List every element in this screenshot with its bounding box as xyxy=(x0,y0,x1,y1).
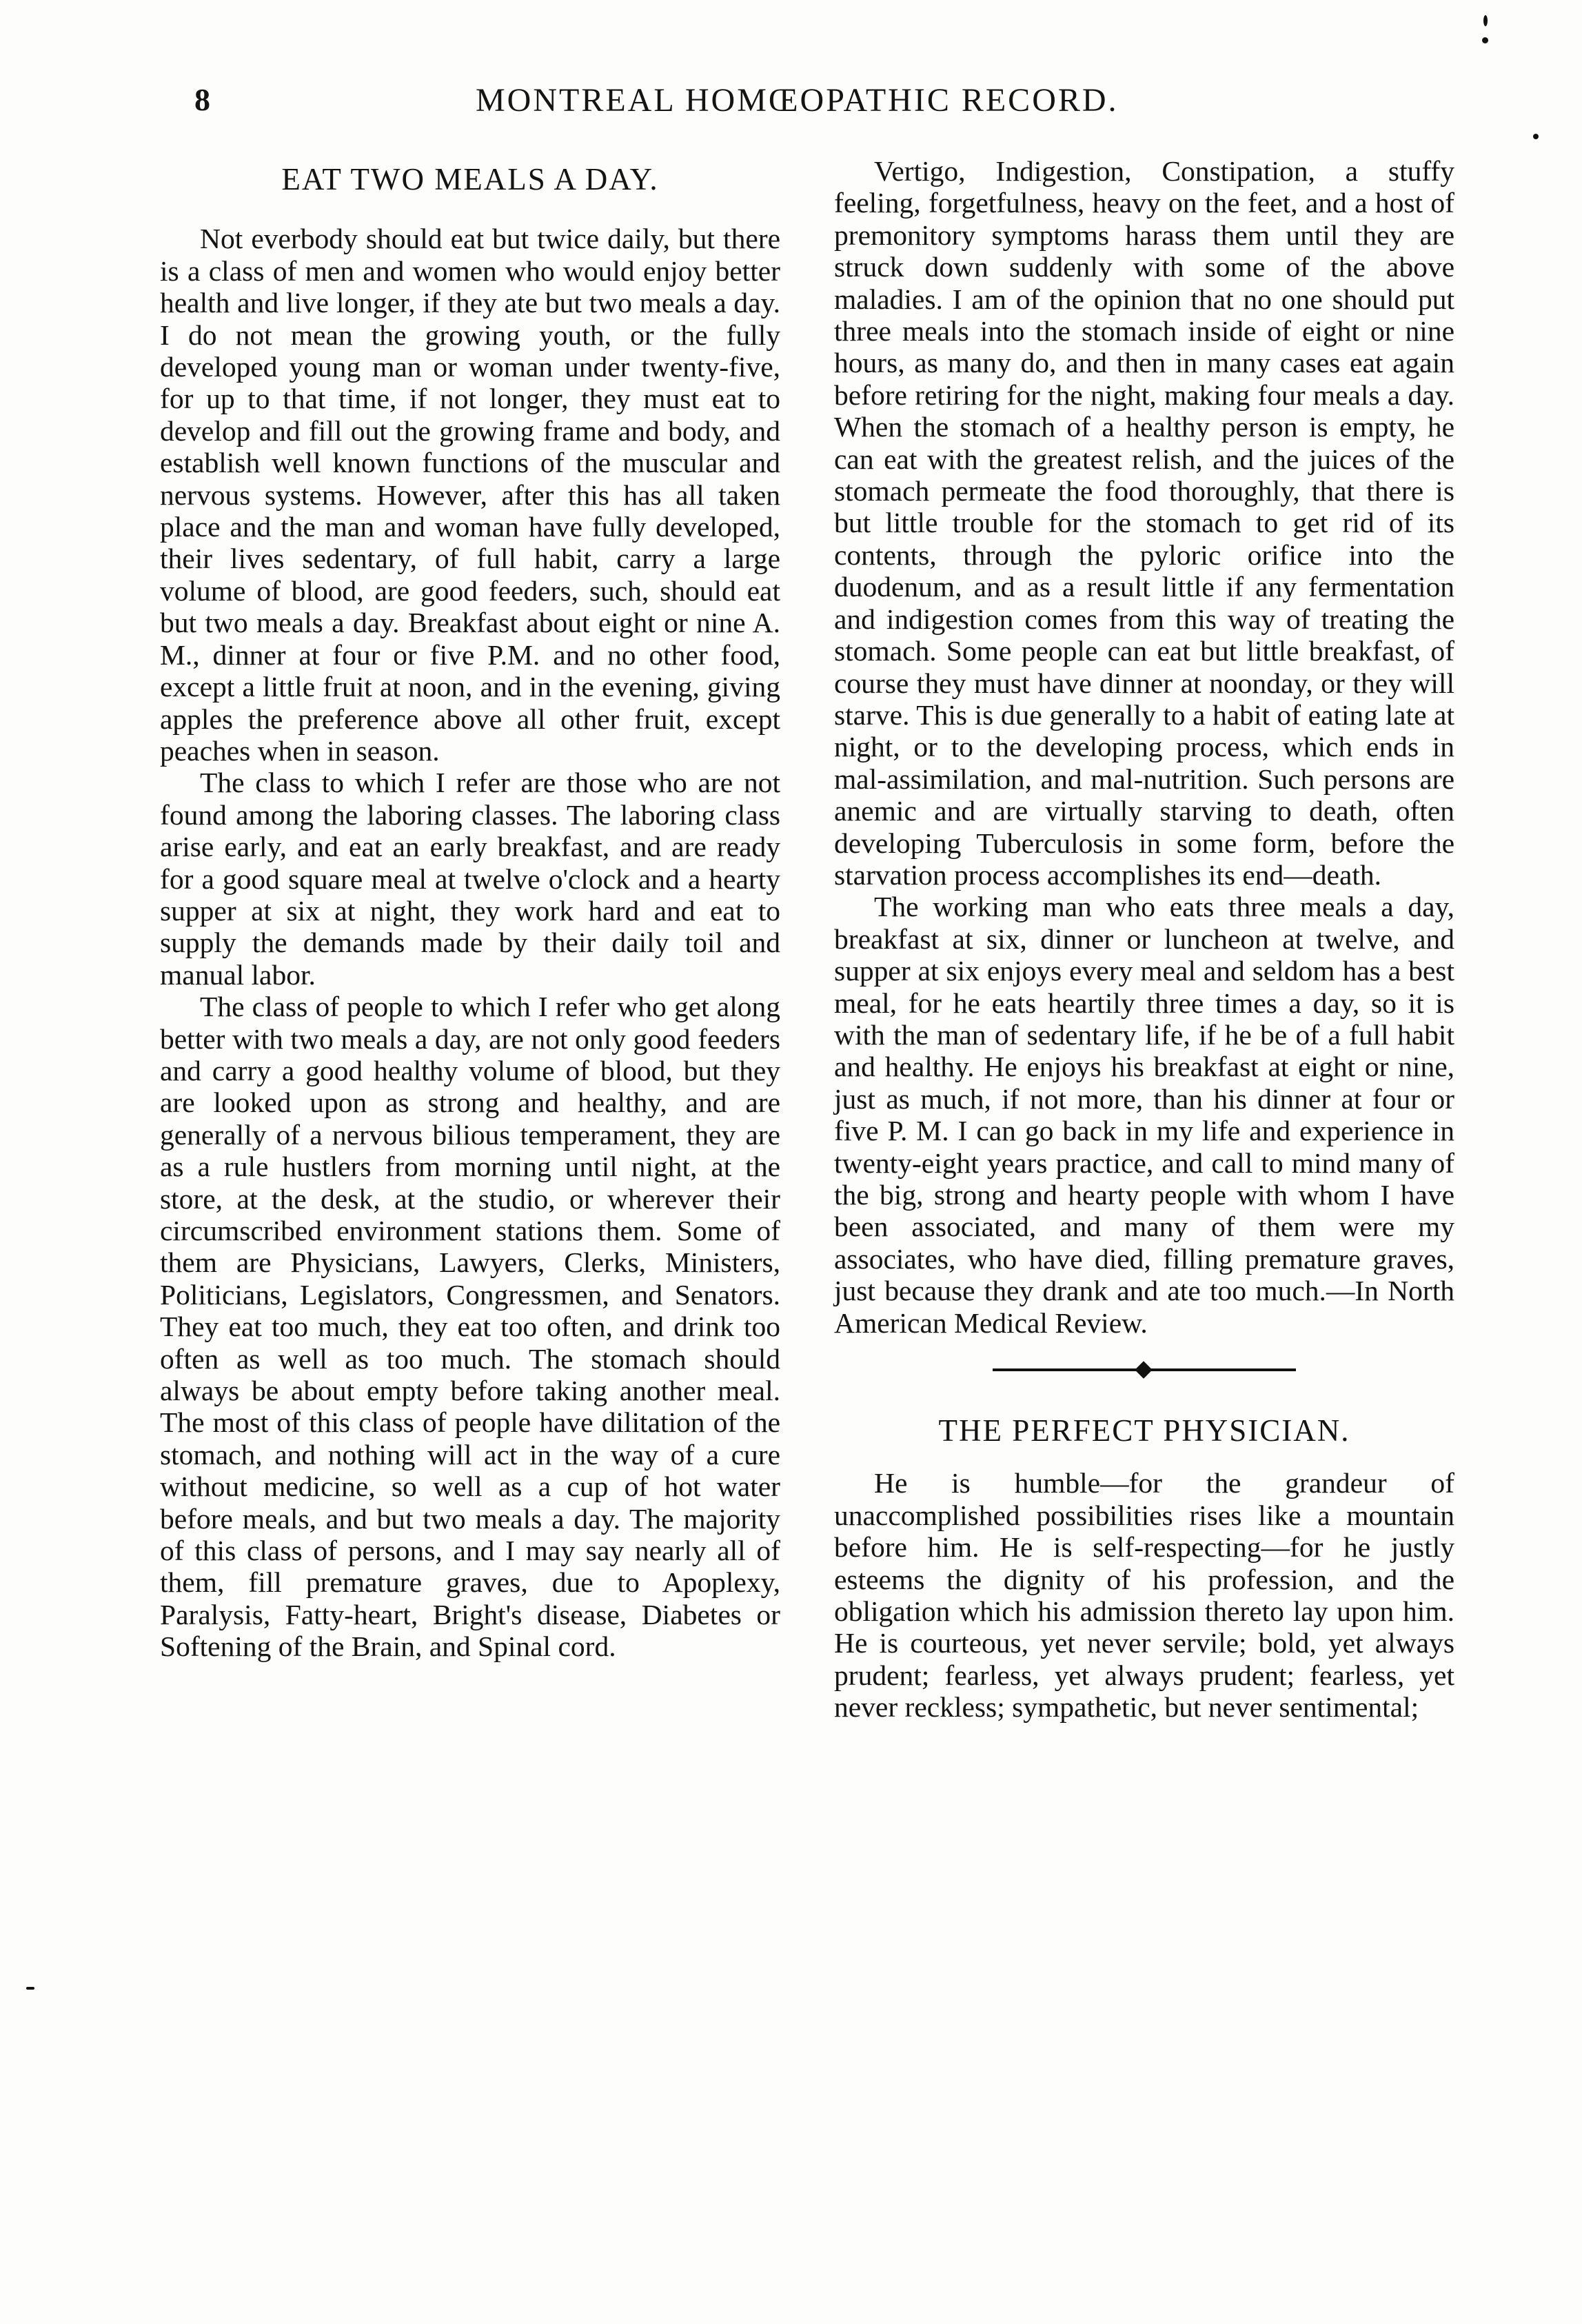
divider-ornament xyxy=(1135,1361,1152,1378)
print-speck xyxy=(1483,15,1488,26)
article-paragraph: Not everbody should eat but twice daily, but there is a class of men and women who would enjoy better health and live longer, if they ate but two meals a day. I do not mean the growing youth, or the fully developed young man or woman under twenty-five, for up to that time, if not longer, they must eat to develop and fill out the growing frame and body, and establish well known functions of the muscular and nervous systems. However, after this has all taken place and the man and woman have fully developed, their lives sedentary, of full habit, carry a large volume of blood, are good feeders, such, should eat but two meals a day. Breakfast about eight or nine A. M., dinner at four or five P.M. and no other food, except a little fruit at noon, and in the evening, giving apples the preference above all other fruit, except peaches when in season. xyxy=(160,223,780,767)
page-number: 8 xyxy=(194,82,210,117)
article-paragraph: The class of people to which I refer who get along better with two meals a day, are not only good feeders and carry a good healthy volume of blood, but they are looked upon as strong and healthy, and are generally of a nervous bilious temperament, they are as a rule hustlers from morning until night, at the store, at the desk, at the studio, or wherever their circumscribed environment stations them. Some of them are Physicians, Lawyers, Clerks, Ministers, Politicians, Legislators, Congressmen, and Senators. They eat too much, they eat too often, and drink too often as well as too much. The stomach should always be about empty before taking another meal. The most of this class of people have dilitation of the stomach, and nothing will act in the way of a cure without medicine, so well as a cup of hot water before meals, and but two meals a day. The majority of this class of persons, and I may say nearly all of them, fill premature graves, due to Apoplexy, Paralysis, Fatty-heart, Bright's disease, Diabetes or Softening of the Brain, and Spinal cord. xyxy=(160,991,780,1663)
running-header xyxy=(186,81,1454,130)
section-divider xyxy=(993,1360,1296,1380)
article-paragraph: He is humble—for the grandeur of unaccomplished possibilities rises like a mountain before him. He is self-respecting—for he justly esteems the dignity of his profession, and the obligation which his admission thereto lay upon him. He is courteous, yet never servile; bold, yet always prudent; fearless, yet always prudent; fearless, yet never reckless; sympathetic, but never sentimental; xyxy=(834,1467,1454,1724)
article-title: EAT TWO MEALS A DAY. xyxy=(281,162,659,196)
article-paragraph: The class to which I refer are those who are not found among the laboring classes. The laboring class arise early, and eat an early breakfast, and are ready for a good square meal at twelve o'clock and a hearty supper at six at night, they work hard and eat to supply the demands made by their daily toil and manual labor. xyxy=(160,767,780,991)
article-paragraph: The working man who eats three meals a day, breakfast at six, dinner or luncheon at twelve, and supper at six enjoys every meal and seldom has a best meal, for he eats heartily three times a day, so it is with the man of sedentary life, if he be of a full habit and healthy. He enjoys his breakfast at eight or nine, just as much, if not more, than his dinner at four or five P. M. I can go back in my life and experience in twenty-eight years practice, and call to mind many of the big, strong and hearty people with whom I have been associated, and many of them were my associates, who have died, filling premature graves, just because they drank and ate too much.—In North American Medical Review. xyxy=(834,891,1454,1339)
print-speck xyxy=(1533,134,1539,139)
article-paragraph: Vertigo, Indigestion, Constipation, a stuffy feeling, forgetfulness, heavy on the feet, and a host of premonitory symptoms harass them until they are struck down suddenly with some of the above maladies. I am of the opinion that no one should put three meals into the stomach inside of eight or nine hours, as many do, and then in many cases eat again before retiring for the night, making four meals a day. When the stomach of a healthy person is empty, he can eat with the greatest relish, and the juices of the stomach permeate the food thoroughly, that there is but little trouble for the stomach to get rid of its contents, through the pyloric orifice into the duodenum, and as a result little if any fermentation and indigestion comes from this way of treating the stomach. Some people can eat but little breakfast, of course they must have dinner at noonday, or they will starve. This is due generally to a habit of eating late at night, or to the developing process, which ends in mal-assimilation, and mal-nutrition. Such persons are anemic and are virtually starving to death, often developing Tuberculosis in some form, before the starvation process accomplishes its end—death. xyxy=(834,155,1454,891)
journal-title: MONTREAL HOMŒOPATHIC RECORD. xyxy=(476,82,1119,119)
article-title: THE PERFECT PHYSICIAN. xyxy=(938,1413,1350,1448)
print-speck xyxy=(26,1987,34,1990)
right-column xyxy=(834,155,1454,1724)
left-column xyxy=(160,155,780,1663)
print-speck xyxy=(1482,37,1488,43)
